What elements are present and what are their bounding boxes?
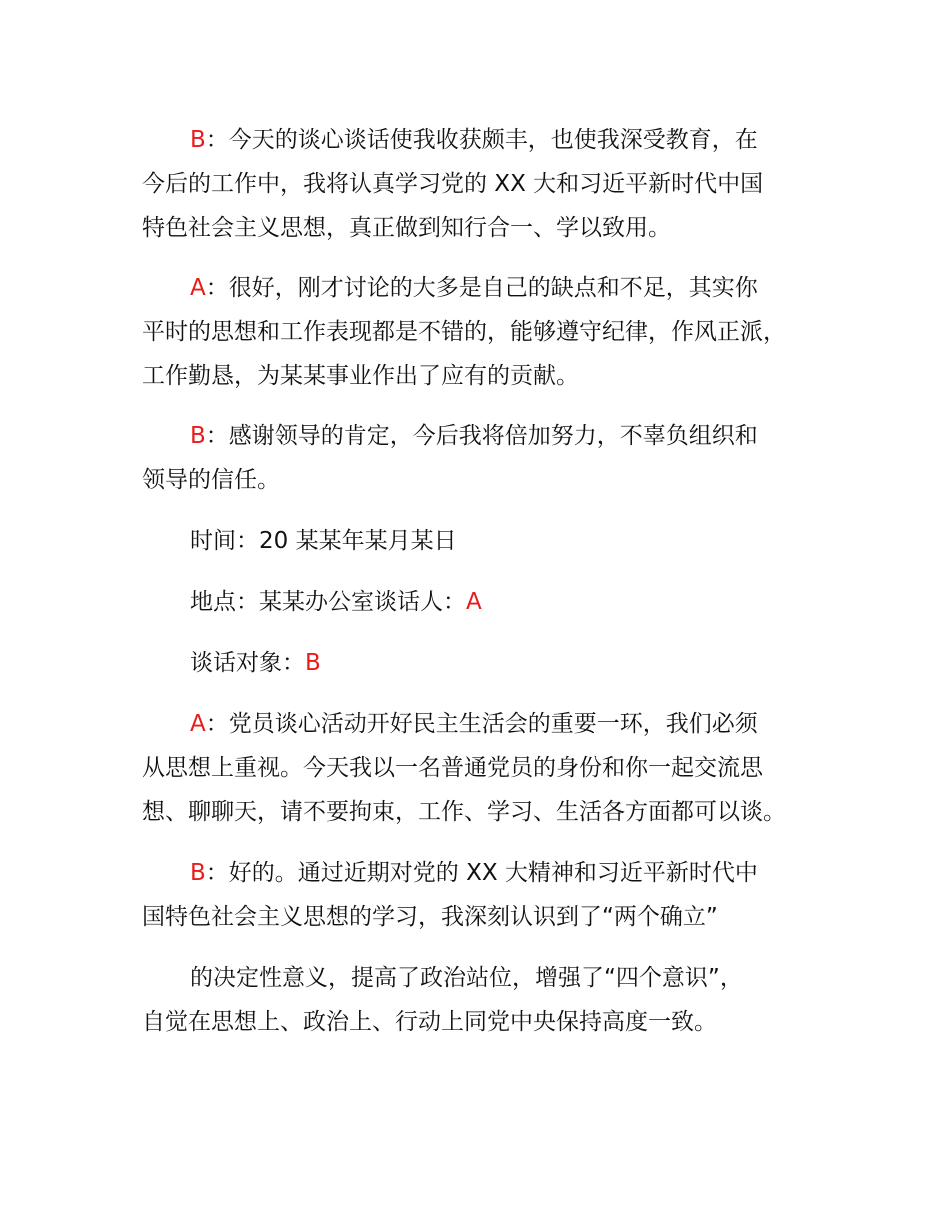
dialogue-paragraph-a-2 [142,702,842,834]
paragraph-text: 想、聊聊天，请不要拘束，工作、学习、生活各方面都可以谈。 [142,799,786,825]
meeting-location-text: 地点：某某办公室谈话人： [190,589,466,615]
speaker-label: B [190,423,206,449]
paragraph-text: 平时的思想和工作表现都是不错的，能够遵守纪律，作风正派， [142,319,786,345]
speaker-label: A [190,275,206,301]
paragraph-text: ：好的。通过近期对党的 XX 大精神和习近平新时代中 [205,860,758,886]
paragraph-first-line [142,118,842,162]
paragraph-text: 的决定性意义，提高了政治站位，增强了“四个意识”， [190,965,743,991]
paragraph-text: 工作勤恳，为某某事业作出了应有的贡献。 [142,363,579,389]
speaker-label: B [190,860,206,886]
interview-subject-line [142,641,842,685]
paragraph-first-line [142,851,842,895]
dialogue-paragraph-b-2 [142,414,842,502]
meeting-time-text: 时间：20 某某年某月某日 [190,528,457,554]
paragraph-text: ：党员谈心活动开好民主生活会的重要一环，我们必须 [205,711,758,737]
meeting-location [142,580,842,624]
meeting-location-line [142,580,842,624]
paragraph-text: ：感谢领导的肯定，今后我将倍加努力，不辜负组织和 [205,423,758,449]
paragraph-text: 特色社会主义思想，真正做到知行合一、学以致用。 [142,215,671,241]
dialogue-paragraph-b-3 [142,851,842,939]
dialogue-paragraph-b-1 [142,118,842,250]
paragraph-text: 领导的信任。 [142,467,280,493]
paragraph-text: ：很好，刚才讨论的大多是自己的缺点和不足，其实你 [205,275,758,301]
paragraph-text: 今后的工作中，我将认真学习党的 XX 大和习近平新时代中国 [142,171,764,197]
paragraph-first-line [142,702,842,746]
interview-subject-text: 谈话对象： [190,650,305,676]
interviewer-label: A [466,589,482,615]
meeting-time [142,519,842,563]
paragraph-text: 从思想上重视。今天我以一名普通党员的身份和你一起交流思 [142,755,763,781]
speaker-label: A [190,711,206,737]
paragraph-text: 国特色社会主义思想的学习，我深刻认识到了“两个确立” [142,904,718,930]
paragraph-first-line [142,414,842,458]
paragraph-first-line [142,266,842,310]
dialogue-paragraph-continuation [142,956,842,1044]
speaker-label: B [190,127,206,153]
subject-label: B [305,650,321,676]
interview-subject [142,641,842,685]
paragraph-text: 自觉在思想上、政治上、行动上同党中央保持高度一致。 [142,1009,717,1035]
dialogue-paragraph-a-1 [142,266,842,398]
paragraph-text: ：今天的谈心谈话使我收获颇丰，也使我深受教育，在 [205,127,758,153]
